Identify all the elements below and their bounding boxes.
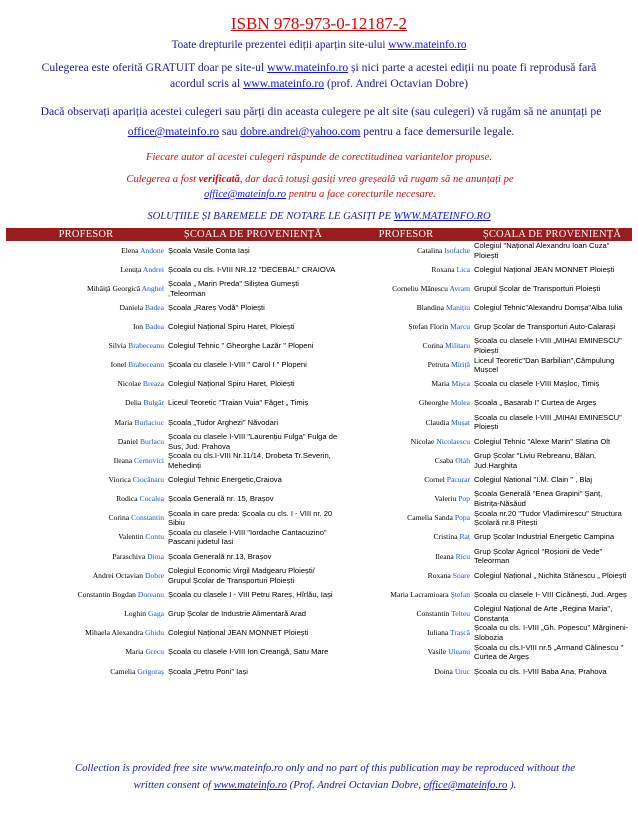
rights-line (0, 39, 638, 51)
header-profesor-left: PROFESOR (6, 228, 166, 241)
right-teacher-name (340, 356, 472, 375)
left-first-name: Andrei Octavian (92, 570, 144, 580)
left-school: Școala cu clasele I-VIII "Iordache Cantacuzino" Pascani judetul Iasi (168, 527, 327, 547)
table-row (6, 623, 632, 642)
left-teacher-name (6, 489, 166, 508)
left-first-name: Paraschiva (112, 551, 146, 561)
footer-text-suffix: ). (507, 779, 517, 791)
left-teacher-name (6, 528, 166, 547)
right-last-name: Popa (454, 513, 470, 523)
footer-email-link[interactable]: office@mateinfo.ro (423, 779, 508, 791)
right-school: Grupul Școlar de Transporturi Ploiești (474, 283, 601, 293)
right-last-name: Ricu (455, 551, 470, 561)
table-row (6, 394, 632, 413)
right-teacher-name (340, 470, 472, 489)
table-header-row (6, 228, 632, 241)
right-teacher-name (340, 662, 472, 681)
verification-note (90, 172, 550, 202)
left-teacher-name (6, 394, 166, 413)
right-first-name: Valeriu (434, 494, 457, 504)
left-teacher-name (6, 260, 166, 279)
table-row (6, 643, 632, 662)
left-teacher-name (6, 375, 166, 394)
table-row (6, 662, 632, 681)
right-school: Colegiul Național JEAN MONNET Ploiești (474, 264, 615, 274)
right-teacher-name (340, 336, 472, 355)
left-first-name: Silvia (108, 341, 127, 351)
left-last-name: Dobre (145, 570, 164, 580)
right-first-name: Blandina (416, 303, 445, 313)
left-first-name: Corina (108, 513, 130, 523)
left-last-name: Ghidu (145, 628, 164, 638)
left-school: Școala cu cls.I-VIII Nr.11/14, Drobeta Tr.Severin, Mehedinți (168, 451, 331, 470)
left-teacher-name (6, 413, 166, 432)
left-first-name: Mihaela Alexandra (85, 628, 144, 638)
table-row (6, 356, 632, 375)
right-last-name: Mișca (451, 379, 470, 389)
left-first-name: Nicolae (117, 379, 142, 389)
left-first-name: Valentin (118, 532, 144, 542)
footer-note (60, 760, 590, 794)
left-last-name: Burlaciuc (134, 417, 164, 427)
isbn-text: ISBN 978-973-0-12187-2 (230, 14, 408, 33)
left-teacher-name (6, 336, 166, 355)
right-last-name: Soare (452, 570, 470, 580)
left-teacher-name (6, 317, 166, 336)
right-first-name: Cornel (424, 475, 445, 485)
table-row (6, 432, 632, 451)
right-last-name: Isofache (444, 245, 470, 255)
right-teacher-name (340, 413, 472, 432)
left-teacher-name (6, 432, 166, 451)
left-first-name: Camelia (110, 666, 136, 676)
left-school: Colegiul Economic Virgil Madgearu Ploiești/ Grupul Școlar de Transporturi Ploiești (168, 566, 315, 585)
right-first-name: Maria Lacramioara (390, 589, 449, 599)
right-last-name: Manițiu (445, 303, 470, 313)
left-last-name: Dima (147, 551, 164, 561)
right-first-name: Iuliana (427, 628, 449, 638)
dobre-email-link[interactable]: dobre.andrei@yahoo.com (240, 125, 361, 138)
right-school: Școala cu clasele I- VIII Cicănești, Jud. Argeș (474, 589, 627, 599)
left-school: Școala Vasile Conta Iași (168, 245, 250, 255)
table-row (6, 241, 632, 260)
left-school: Școala in care preda: Școala cu cls. I - VIII nr. 20 Sibiu (168, 508, 333, 528)
table-body (6, 241, 632, 681)
free-text-suffix: (prof. Andrei Octavian Dobre) (324, 77, 468, 90)
left-first-name: Rodica (116, 494, 138, 504)
left-school: Colegiul Național JEAN MONNET Ploiești (168, 628, 309, 638)
office-email-link[interactable]: office@mateinfo.ro (127, 125, 219, 138)
left-last-name: Grigoraș (137, 666, 164, 676)
footer-text-prefix: Collection is provided free site www.mateinfo.ro only and no part of this publication may be reproduced without the written consent of (74, 762, 576, 791)
right-school: Grup Școlar "Liviu Rebreanu, Bălan, Jud.Harghita (474, 451, 597, 470)
right-teacher-name (340, 489, 472, 508)
verified-word: verificată (198, 174, 240, 185)
right-last-name: Molea (450, 398, 470, 408)
left-teacher-name (6, 662, 166, 681)
table-row (6, 470, 632, 489)
table-row (6, 509, 632, 528)
left-first-name: Delia (124, 398, 142, 408)
left-school: Colegiul Tehnic Energetic,Craiova (168, 475, 282, 485)
right-school: Școala „ Basarab I" Curtea de Argeș (474, 398, 597, 408)
left-last-name: Contu (145, 532, 164, 542)
isbn-heading (0, 14, 638, 34)
header-school-left: ȘCOALA DE PROVENIENȚĂ (166, 228, 340, 241)
left-school: Școala „Petru Poni" Iași (168, 666, 248, 676)
left-school: Grup Școlar de Industrie Alimentară Arad (168, 609, 307, 619)
right-first-name: Roxana (431, 264, 455, 274)
right-last-name: Miriță (451, 360, 470, 370)
left-last-name: Brabeceanu (128, 341, 164, 351)
left-first-name: Constantin Bogdan (77, 589, 136, 599)
left-school: Școala cu clasele I-VIII " Carol I " Plopeni (168, 360, 307, 370)
right-first-name: Maria (431, 379, 450, 389)
left-first-name: Ionel (110, 360, 127, 370)
right-teacher-name (340, 298, 472, 317)
authors-table (6, 228, 632, 681)
right-last-name: Trașcă (450, 628, 470, 638)
left-first-name: Mihăiță Georgică (86, 283, 141, 293)
site-link-2[interactable]: www.mateinfo.ro (267, 61, 349, 74)
right-school: Școala cu clasele I-VIII „MIHAI EMINESCU" Ploiești (474, 412, 622, 432)
left-teacher-name (6, 241, 166, 260)
right-first-name: Gheorghe (418, 398, 449, 408)
verified-email-link[interactable]: office@mateinfo.ro (204, 189, 287, 200)
table-row (6, 336, 632, 355)
free-text-middle: și nici parte a acestei ediții nu poate fi reprodusă fară acordul scris al (169, 61, 597, 90)
right-teacher-name (340, 547, 472, 566)
table-row (6, 604, 632, 623)
right-teacher-name (340, 643, 472, 662)
table-row (6, 528, 632, 547)
left-last-name: Gaga (147, 609, 164, 619)
solutions-link[interactable]: WWW.MATEINFO.RO (393, 211, 491, 222)
right-teacher-name (340, 317, 472, 336)
responsibility-note: Fiecare autor al acestei culegeri răspunde de corectitudinea variantelor propuse. (146, 152, 492, 163)
right-school: Liceul Teoretic"Dan Barbilian",Câmpulung Mușcel (474, 355, 615, 375)
table-row (6, 260, 632, 279)
right-teacher-name (340, 432, 472, 451)
left-teacher-name (6, 509, 166, 528)
left-last-name: Grecu (145, 647, 164, 657)
right-school: Școala cu clasele I-VIII „MIHAI EMINESCU" Ploiești (474, 336, 622, 355)
right-last-name: Lica (456, 264, 470, 274)
left-first-name: Ion (132, 322, 144, 332)
right-school: Școala cu cls. I-VIII „Gh. Popescu" Mărgineni-Slobozia (474, 623, 629, 643)
right-first-name: Nicolae (410, 436, 435, 446)
left-first-name: Loghin (124, 609, 147, 619)
left-last-name: Andrei (142, 264, 164, 274)
rights-text: Toate drepturile prezentei ediții aparțin site-ului (171, 39, 389, 51)
right-teacher-name (340, 604, 472, 623)
observation-notice (26, 102, 616, 142)
left-school: Școala Generală nr. 15, Brașov (168, 494, 274, 504)
right-first-name: Camelia Sanda (407, 513, 453, 523)
right-last-name: Ștefan (450, 589, 470, 599)
left-teacher-name (6, 356, 166, 375)
left-last-name: Breaza (142, 379, 164, 389)
solutions-prefix: SOLUȚIILE ȘI BAREMELE DE NOTARE LE GASIȚI PE (147, 211, 394, 222)
table-row (6, 279, 632, 298)
left-school: Școala „Tudor Arghezi" Năvodari (168, 417, 279, 427)
right-school: Școala nr.20 "Tudor Vladimirescu" Structura Școlară nr.8 Pitești (474, 508, 622, 528)
obs-text-suffix: pentru a face demersurile legale. (360, 125, 515, 138)
right-school: Colegiul Național „ Nichita Stănescu „ Ploiești (474, 570, 627, 580)
table-row (6, 489, 632, 508)
right-first-name: Roxana (427, 570, 451, 580)
solutions-note (0, 211, 638, 222)
left-first-name: Lenuța (120, 264, 142, 274)
table-row (6, 547, 632, 566)
right-first-name: Doina (434, 666, 453, 676)
right-teacher-name (340, 528, 472, 547)
table-row (6, 585, 632, 604)
right-school: Grup Școlar Industrial Energetic Campina (474, 532, 615, 542)
left-first-name: Elena (121, 245, 139, 255)
left-last-name: Bulgăr (143, 398, 164, 408)
right-school: Colegiul National "I.M. Clain " , Blaj (474, 475, 593, 485)
table-row (6, 375, 632, 394)
header-school-right: ȘCOALA DE PROVENIENȚĂ (472, 228, 632, 241)
left-teacher-name (6, 623, 166, 642)
right-first-name: Csaba (434, 455, 454, 465)
footer-text-middle: (Prof. Andrei Octavian Dobre, (286, 779, 424, 791)
right-last-name: Nicolaescu (436, 436, 470, 446)
left-school: Școala cu clasele I-VIII "Laurențiu Fulga" Fulga de Sus, Jud. Prahova (168, 431, 338, 451)
left-first-name: Viorica (108, 475, 131, 485)
left-first-name: Maria (114, 417, 133, 427)
left-teacher-name (6, 604, 166, 623)
left-last-name: Cernovici (134, 455, 164, 465)
left-last-name: Anghel (141, 283, 164, 293)
right-teacher-name (340, 279, 472, 298)
right-last-name: Pop (458, 494, 470, 504)
left-first-name: Daniel (117, 436, 139, 446)
right-teacher-name (340, 260, 472, 279)
free-text-prefix: Culegerea este oferită GRATUIT doar pe site-ul (41, 61, 268, 74)
right-school: Colegiul Tehnic "Alexe Marin" Slatina Olt (474, 436, 611, 446)
right-teacher-name (340, 394, 472, 413)
right-first-name: Petruta (427, 360, 450, 370)
right-first-name: Ștefan Florin (408, 322, 449, 332)
right-last-name: Avram (449, 283, 470, 293)
table-row (6, 451, 632, 470)
right-last-name: Pacurar (446, 475, 470, 485)
left-school: Liceul Teoretic "Traian Vuia" Făget „ Timiș (168, 398, 309, 408)
left-school: Colegiul Național Spiru Haret, Ploiești (168, 322, 295, 332)
left-teacher-name (6, 279, 166, 298)
left-teacher-name (6, 585, 166, 604)
left-last-name: Constantin (131, 513, 164, 523)
right-school: Școala cu cls. I-VIII Baba Ana, Prahova (474, 666, 607, 676)
right-last-name: Uruc (454, 666, 470, 676)
right-teacher-name (340, 451, 472, 470)
left-school: Școala cu clasele I - VIII Petru Rareș, Hîrlău, Iași (168, 589, 333, 599)
table-row (6, 298, 632, 317)
right-last-name: Oláh (455, 455, 470, 465)
right-school: Școala cu cls.I-VIII nr.5 „Armand Călinescu " Curtea de Argeș (474, 642, 624, 662)
verified-prefix: Culegerea a fost (126, 174, 199, 185)
footer-site-link[interactable]: www.mateinfo.ro (213, 779, 287, 791)
left-last-name: Burlacu (139, 436, 164, 446)
left-school: Colegiul Tehnic " Gheorghe Lazăr " Plopeni (168, 341, 314, 351)
left-first-name: Ileana (113, 455, 133, 465)
table-row (6, 413, 632, 432)
right-last-name: Uleanu (448, 647, 470, 657)
right-school: Colegiul Tehnic"Alexandru Domșa"Alba Iulia (474, 303, 623, 313)
left-school: Școala cu clasele I-VIII Ion Creangă, Satu Mare (168, 647, 329, 657)
right-first-name: Cristina (433, 532, 458, 542)
header-profesor-right: PROFESOR (340, 228, 472, 241)
right-school: Școala Generală "Enea Grapini" Șanț, Bistrița-Năsăud (474, 489, 603, 508)
table-row (6, 566, 632, 585)
left-last-name: Ciocănaru (132, 475, 164, 485)
right-first-name: Constantin (416, 609, 450, 619)
left-school: Colegiul Național Spiru Haret, Ploiești (168, 379, 295, 389)
right-first-name: Ileana (435, 551, 454, 561)
left-teacher-name (6, 643, 166, 662)
right-teacher-name (340, 566, 472, 585)
left-school: Școala Generală nr.13, Brașov (168, 551, 272, 561)
obs-text-prefix: Dacă observați apariția acestei culegeri sau părți din aceasta culegere pe alt site (sau culegeri) vă rugăm să ne anunțați pe (40, 105, 602, 118)
left-last-name: Cocalea (139, 494, 164, 504)
left-teacher-name (6, 470, 166, 489)
right-school: Grup Școlar de Transporturi Auto-Calarași (474, 322, 616, 332)
left-last-name: Brabeceanu (128, 360, 164, 370)
right-last-name: Marcu (450, 322, 470, 332)
right-last-name: Mușat (451, 417, 470, 427)
right-teacher-name (340, 623, 472, 642)
left-first-name: Maria (125, 647, 144, 657)
site-link-3[interactable]: www.mateinfo.ro (243, 77, 325, 90)
left-last-name: Doreanu (137, 589, 164, 599)
verified-middle: , dar dacă totuși gasiți vreo greșeală vă rugam să ne anunțați pe (239, 174, 514, 185)
left-school: Școala cu cls. I-VIII NR.12 "DECEBAL" CRAIOVA (168, 264, 336, 274)
left-teacher-name (6, 451, 166, 470)
table-row (6, 317, 632, 336)
right-first-name: Catalina (417, 245, 443, 255)
left-teacher-name (6, 566, 166, 585)
right-last-name: Raț (459, 532, 470, 542)
free-notice (30, 60, 608, 92)
right-first-name: Vasile (427, 647, 447, 657)
left-school: Școala „ Marin Preda" Siliștea Gumești ,Teleorman (168, 279, 299, 298)
right-school: Școala cu clasele I-VIII Mașloc, Timiș (474, 379, 600, 389)
right-teacher-name (340, 241, 472, 260)
right-teacher-name (340, 509, 472, 528)
right-school: Grup Școlar Agricol "Roșiorii de Vede" Teleorman (474, 546, 603, 566)
left-school: Școala „Rareș Vodă" Ploiești (168, 303, 265, 313)
site-link[interactable]: www.mateinfo.ro (388, 39, 467, 51)
right-school: Colegiul "Național Alexandru Ioan Cuza" Ploiești (474, 241, 610, 260)
right-teacher-name (340, 585, 472, 604)
left-last-name: Badea (145, 303, 164, 313)
left-last-name: Andone (139, 245, 164, 255)
right-last-name: Telteu (451, 609, 470, 619)
right-school: Colegiul Național de Arte „Regina Maria", Constanța (474, 604, 613, 623)
left-first-name: Daniela (119, 303, 144, 313)
right-first-name: Corneliu Mănescu (392, 283, 448, 293)
left-teacher-name (6, 298, 166, 317)
right-first-name: Corina (422, 341, 444, 351)
left-teacher-name (6, 547, 166, 566)
right-last-name: Militaru (445, 341, 470, 351)
right-teacher-name (340, 375, 472, 394)
left-last-name: Badea (145, 322, 164, 332)
right-first-name: Claudia (425, 417, 450, 427)
obs-text-or: sau (219, 125, 241, 138)
verified-suffix: pentru a face corecturile necesare. (286, 189, 436, 200)
